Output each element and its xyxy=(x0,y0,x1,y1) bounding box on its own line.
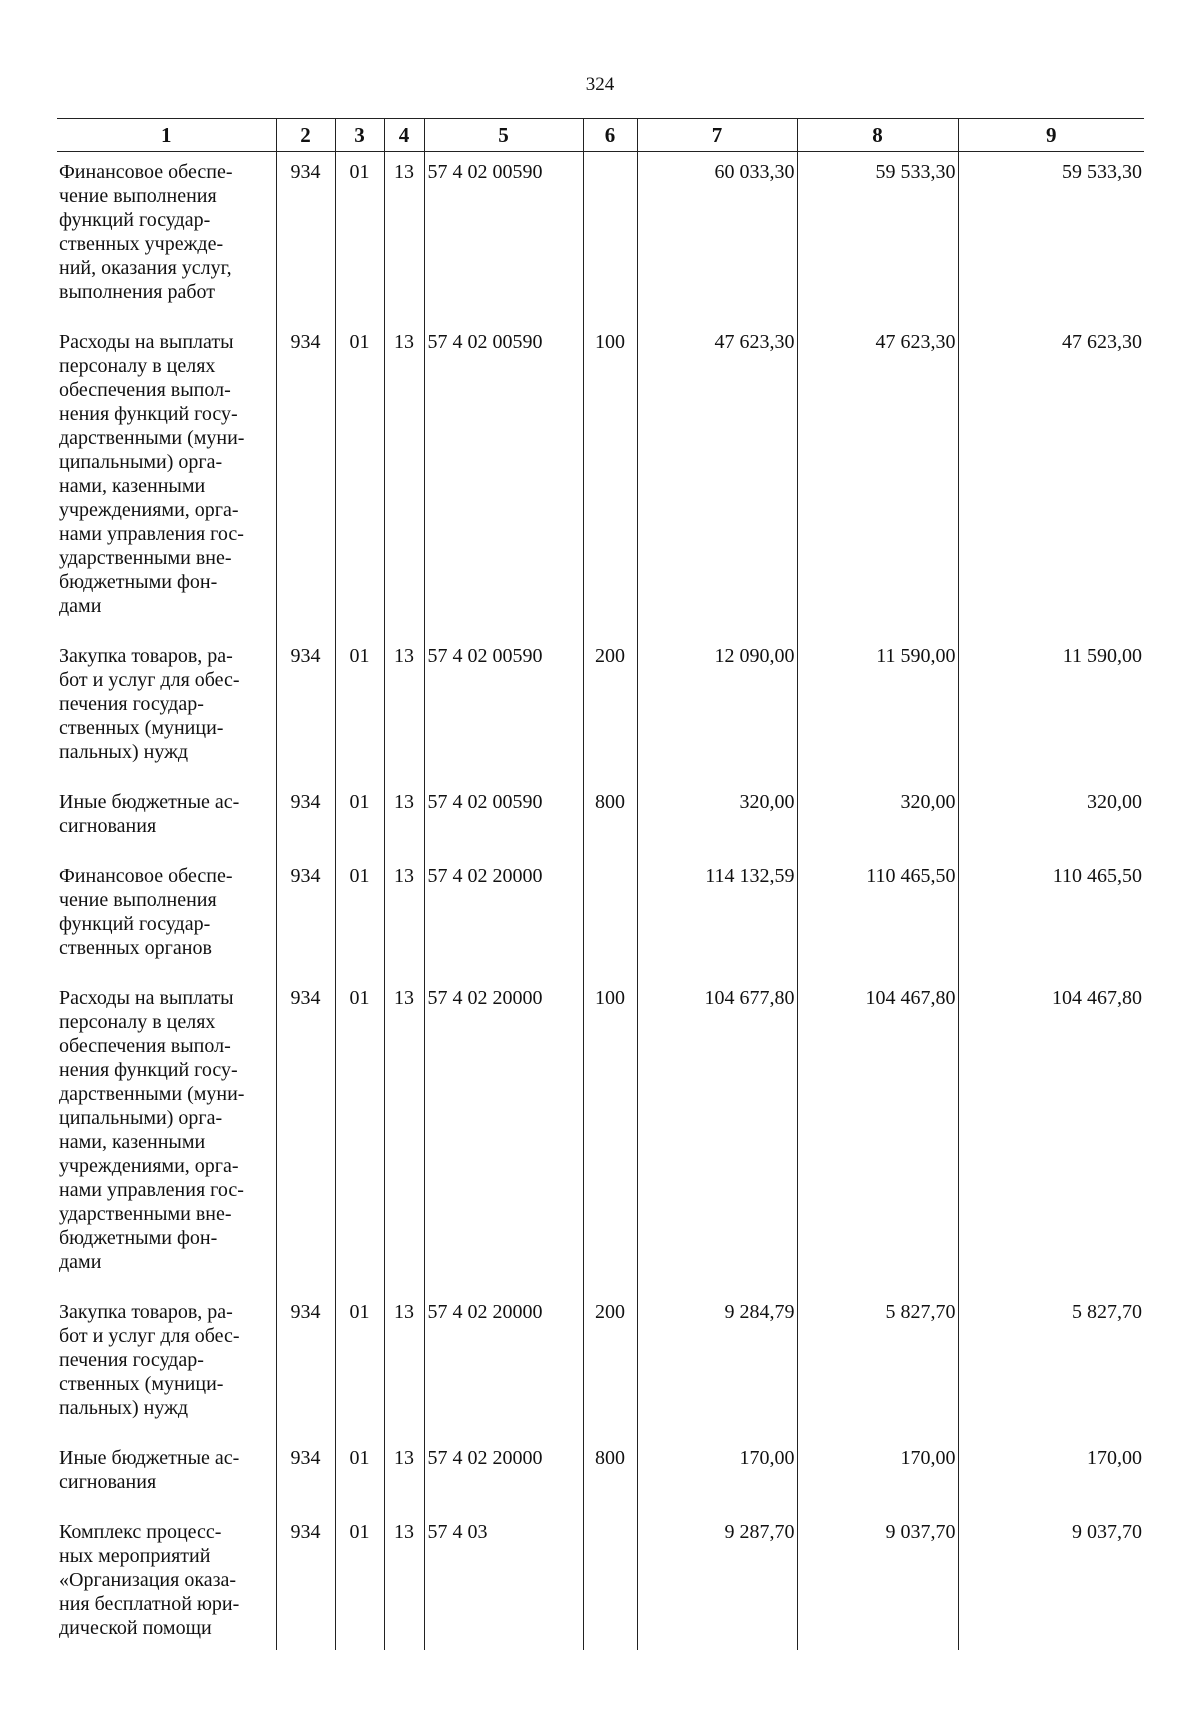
column-header-6: 6 xyxy=(583,119,637,152)
col8-value-cell: 110 465,50 xyxy=(797,856,958,978)
col5-cell: 57 4 02 00590 xyxy=(424,152,583,323)
col3-cell: 01 xyxy=(335,856,384,978)
table-row xyxy=(57,1292,1144,1438)
table-row xyxy=(57,152,1144,323)
row-name-cell: Иные бюджетные ас- сигнования xyxy=(57,1438,276,1512)
column-header-3: 3 xyxy=(335,119,384,152)
column-header-9: 9 xyxy=(958,119,1144,152)
col9-value-cell: 170,00 xyxy=(958,1438,1144,1512)
col7-value-cell: 60 033,30 xyxy=(637,152,797,323)
col7-value-cell: 12 090,00 xyxy=(637,636,797,782)
col4-cell: 13 xyxy=(384,856,424,978)
col5-cell: 57 4 02 00590 xyxy=(424,782,583,856)
col4-cell: 13 xyxy=(384,1292,424,1438)
col7-value-cell: 170,00 xyxy=(637,1438,797,1512)
col7-value-cell: 9 284,79 xyxy=(637,1292,797,1438)
table-row xyxy=(57,1512,1144,1650)
budget-table xyxy=(57,118,1144,1650)
col7-value-cell: 104 677,80 xyxy=(637,978,797,1292)
row-name-cell: Закупка товаров, ра- бот и услуг для обес- печения государ- ственных (муници- пальных) нужд xyxy=(57,636,276,782)
col3-cell: 01 xyxy=(335,782,384,856)
col8-value-cell: 5 827,70 xyxy=(797,1292,958,1438)
column-header-7: 7 xyxy=(637,119,797,152)
column-header-4: 4 xyxy=(384,119,424,152)
col3-cell: 01 xyxy=(335,1512,384,1650)
column-header-8: 8 xyxy=(797,119,958,152)
col5-cell: 57 4 02 20000 xyxy=(424,856,583,978)
row-name-cell: Иные бюджетные ас- сигнования xyxy=(57,782,276,856)
table-row xyxy=(57,636,1144,782)
col8-value-cell: 47 623,30 xyxy=(797,322,958,636)
col2-cell: 934 xyxy=(276,856,335,978)
col4-cell: 13 xyxy=(384,636,424,782)
col4-cell: 13 xyxy=(384,782,424,856)
col3-cell: 01 xyxy=(335,152,384,323)
col9-value-cell: 11 590,00 xyxy=(958,636,1144,782)
col5-cell: 57 4 02 20000 xyxy=(424,978,583,1292)
col4-cell: 13 xyxy=(384,322,424,636)
col6-cell: 100 xyxy=(583,322,637,636)
table-row xyxy=(57,782,1144,856)
column-header-1: 1 xyxy=(57,119,276,152)
col6-cell: 100 xyxy=(583,978,637,1292)
col2-cell: 934 xyxy=(276,1512,335,1650)
column-header-2: 2 xyxy=(276,119,335,152)
col4-cell: 13 xyxy=(384,1438,424,1512)
col8-value-cell: 170,00 xyxy=(797,1438,958,1512)
col2-cell: 934 xyxy=(276,1292,335,1438)
row-name-cell: Финансовое обеспе- чение выполнения функций государ- ственных органов xyxy=(57,856,276,978)
column-header-5: 5 xyxy=(424,119,583,152)
col9-value-cell: 5 827,70 xyxy=(958,1292,1144,1438)
col8-value-cell: 11 590,00 xyxy=(797,636,958,782)
row-name-cell: Закупка товаров, ра- бот и услуг для обес- печения государ- ственных (муници- пальных) нужд xyxy=(57,1292,276,1438)
col7-value-cell: 114 132,59 xyxy=(637,856,797,978)
col3-cell: 01 xyxy=(335,1438,384,1512)
col7-value-cell: 9 287,70 xyxy=(637,1512,797,1650)
col5-cell: 57 4 02 00590 xyxy=(424,636,583,782)
col2-cell: 934 xyxy=(276,636,335,782)
col5-cell: 57 4 02 20000 xyxy=(424,1438,583,1512)
col9-value-cell: 320,00 xyxy=(958,782,1144,856)
col3-cell: 01 xyxy=(335,1292,384,1438)
budget-table-container xyxy=(57,118,1144,1650)
col6-cell: 800 xyxy=(583,1438,637,1512)
col8-value-cell: 320,00 xyxy=(797,782,958,856)
table-body xyxy=(57,152,1144,1651)
col2-cell: 934 xyxy=(276,978,335,1292)
col9-value-cell: 9 037,70 xyxy=(958,1512,1144,1650)
col4-cell: 13 xyxy=(384,978,424,1292)
col5-cell: 57 4 02 20000 xyxy=(424,1292,583,1438)
col3-cell: 01 xyxy=(335,978,384,1292)
col3-cell: 01 xyxy=(335,636,384,782)
col8-value-cell: 59 533,30 xyxy=(797,152,958,323)
table-header xyxy=(57,119,1144,152)
row-name-cell: Расходы на выплаты персоналу в целях обеспечения выпол- нения функций госу- дарственными (муни- ципальными) орга- нами, казенными учреждениями, орга- нами управления гос- ударственными вне- бюджетными фон- дами xyxy=(57,978,276,1292)
col3-cell: 01 xyxy=(335,322,384,636)
col2-cell: 934 xyxy=(276,322,335,636)
col5-cell: 57 4 03 xyxy=(424,1512,583,1650)
col9-value-cell: 47 623,30 xyxy=(958,322,1144,636)
header-row xyxy=(57,119,1144,152)
page-number: 324 xyxy=(585,74,615,95)
col5-cell: 57 4 02 00590 xyxy=(424,322,583,636)
col9-value-cell: 59 533,30 xyxy=(958,152,1144,323)
col2-cell: 934 xyxy=(276,782,335,856)
col8-value-cell: 9 037,70 xyxy=(797,1512,958,1650)
row-name-cell: Финансовое обеспе- чение выполнения функций государ- ственных учрежде- ний, оказания услуг, выполнения работ xyxy=(57,152,276,323)
row-name-cell: Комплекс процесс- ных мероприятий «Организация оказа- ния бесплатной юри- дической помощи xyxy=(57,1512,276,1650)
table-row xyxy=(57,856,1144,978)
col7-value-cell: 320,00 xyxy=(637,782,797,856)
col4-cell: 13 xyxy=(384,1512,424,1650)
col6-cell: 200 xyxy=(583,1292,637,1438)
col6-cell xyxy=(583,1512,637,1650)
col6-cell xyxy=(583,152,637,323)
table-row xyxy=(57,322,1144,636)
col2-cell: 934 xyxy=(276,1438,335,1512)
col9-value-cell: 104 467,80 xyxy=(958,978,1144,1292)
col2-cell: 934 xyxy=(276,152,335,323)
col6-cell xyxy=(583,856,637,978)
col7-value-cell: 47 623,30 xyxy=(637,322,797,636)
table-row xyxy=(57,978,1144,1292)
col8-value-cell: 104 467,80 xyxy=(797,978,958,1292)
row-name-cell: Расходы на выплаты персоналу в целях обеспечения выпол- нения функций госу- дарственными (муни- ципальными) орга- нами, казенными учреждениями, орга- нами управления гос- ударственными вне- бюджетными фон- дами xyxy=(57,322,276,636)
col4-cell: 13 xyxy=(384,152,424,323)
col6-cell: 200 xyxy=(583,636,637,782)
col6-cell: 800 xyxy=(583,782,637,856)
col9-value-cell: 110 465,50 xyxy=(958,856,1144,978)
table-row xyxy=(57,1438,1144,1512)
